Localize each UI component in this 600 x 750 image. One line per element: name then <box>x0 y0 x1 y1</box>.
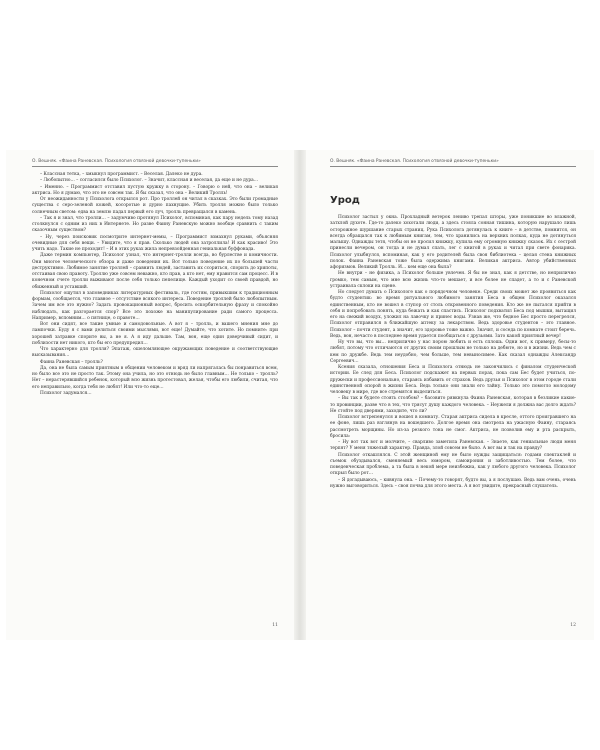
left-page <box>6 150 294 640</box>
paragraph: Психолог задумался… <box>40 390 92 396</box>
paragraph: – Именно. – Программист отставил пустую кружку в сторону. – Говорю о ней, что она – великая актриса. Но я думаю, что это не совсем так. Я бы сказал, что она – Великий Тролль! <box>32 184 278 196</box>
right-page <box>306 150 594 640</box>
paragraph: Ну что вы, что вы… неприлично у нас порою любить и есть сплошь. Одни вот, к примеру, бесы-то любят, потому что отличаются от других своим прошлым не только на дебюте, но и в жизни. Ведь чем с кем по дружбе. Ведь тем неудобно, чем больше, тем невыносимее. Как сказал однажды Александр Сергеевич… <box>330 340 576 364</box>
page-number-right: 12 <box>570 623 576 628</box>
page-number-left: 11 <box>272 623 278 628</box>
paragraph: Психолог встрепенулся и вошел в комнату. Старая актриса сидела в кресле, оттого проигравшего на ее фоне, лишь раз взглянув на вошедшего. Долгое время она смотрела на ужасную Фаину, стараясь рассмотреть морщины. Но из-за резкого тона не смог. Актриса, не позволив ему и рта раскрыть, бросила: <box>330 415 576 439</box>
running-head-right: О. Вешняк. «Фаина Раневская. Психология отвязной девочки-тупеньки» <box>330 157 576 167</box>
paragraph: Вот они сидят, все такие умные и самодовольные. А вот я – тролль, и вашего мнения мне до лампочки. Буду я с вами делиться своими мыслями, вот еще! Думайте, что хотите. Но помните: при хорошей затравке спорите вы, а не я. А я иду дальше. Там, вон, еще один доверчивый сидит, и поблизости нет никого, кто бы его предупредил… <box>32 322 278 346</box>
running-head-left: О. Вешняк. «Фаина Раневская. Психология отвязной девочки-тупеньки» <box>32 157 278 167</box>
paragraph: – Так я и знал, что тролли… – задумчиво протянул Психолог, вспоминая, как пару недель тому назад столкнулся с одним из них в Интернете. Но разве Фаину Раневскую можно вообще сравнить с таким сказочным существом? <box>32 215 278 234</box>
paragraph: Что характерно для тролля? Эпатаж, ошеломляющее окружающих поведение и соответствующие высказывания… <box>32 347 278 359</box>
book-gutter <box>294 150 306 640</box>
paragraph: Да, она не была самым приятным в общении человеком и вряд ли напрягалась бы понравиться всем, но было все это не просто так. Этому она учила, но это отнюдь не было главным… Не только – тролль? Нет – нерастерявшийся ребенок, который всю жизнь протестовал, желая, чтобы его любили, считая, что его неправильно, когда тебя не любят! Или что-то еще… <box>32 365 278 390</box>
paragraph: Даже термин компьютер, Психолог узнал, что интернет-тролли всегда, во бурлестве и комичности. Они многое человеческого обзора и даже поведения их. Вот только поведение их по большей части деструктивно. Любимое занятие троллей – сравнить людей, заставить их ссориться, спорить до хрипоты, отстаивая свою правоту. Троллю уже совсем неважно, кто прав, а кто нет, ему нравится сам процесс. И в конечном счете тролли выживают после себя только пепелище. Каждый уходит со своей правдой, но обиженный и уставший. <box>32 253 278 290</box>
paragraph: Фаина Раневская – тролль? <box>40 359 103 365</box>
paragraph: Но следует думать о Психологе как о порядочном человеке. Среди своих может же проявиться как будто студентик: во время ритуального любимого занятия Беса в общем Психолог оказался единственным, кто не вошел в ступор от столь откровенного поведения. Кто же не пытался прийти в себя и попробовать понять, куда бежать и как спастись. Психолог подхватил Беса под мышки, вытащил его на свежий воздух, уложил на лавочку и принес воды. Узнав же, что бедное Бес просто перегрелся, Психолог отправился в ближайшую аптеку за лекарством. Ведь здоровье студентов – это главное. Психолог – почти студент, а значит, его здоровье тоже важно. Значит, и соседа по комнате стоит беречь. Ведь, вон, нечасто в последнее время удается пообщаться с друзьями. Зато какой приятный вечер! <box>330 290 576 339</box>
chapter-title: Урод <box>330 195 360 206</box>
paragraph: От неожиданности у Психолога открылся рот. Про троллей он читал в сказках. Это были громадные существа с серо-зеленой кожей, косоротые и дурно пахнущие. Убить тролля можно было только солнечным светом: едва на землю падал первый его луч, тролль превращался в камень. <box>32 197 278 215</box>
paragraph: Психолог откашлялся. С этой женщиной ему не было нужды защищаться: годами спектаклей и съемок обуздывался, сменяемый весь юмором, самоирония и заботливостью. Тем более, что поведенческая проблема, а та была в некой мере неизбежна, как у любого другого человека. Психолог открыл было рот… <box>330 452 576 477</box>
paragraph: Ксения сказала, отношения Беса и Психолога отнюдь не закончились с финалом студенческой истории. Ее след для Беса. Психолог подскажет на первых порах, пока сам Бес будет учиться, по-дружески и профессионально, стараясь избавить от страхов. Ведь друзья и Психолог в этом городе стали единственной опорой в жизни Беса. Ведь только они знали его тайну. Только это помогло молодому человеку в мире, где все стремятся выделиться. <box>330 365 576 395</box>
left-page-body <box>32 172 278 397</box>
paragraph: Не внутри – не физика, а Психолог больше увлечен. Я бы не знал, как я детстве, но неприлично громко, тем самым, что мне всю жизнь что-то мешает, и все более не спадет, а то и с Раневской устраивала склоки на сцене. <box>330 271 576 289</box>
paragraph: Психолог ощутил в заповедниках литературных фестиваль, где гостям, привыкшим к традиционным формам, сообщается, что главное – отсутствие всякого интереса. Поведение троллей было любопытным. Зачем им все это нужно? Задать провокационный вопрос, бросить оскорбительную фразу и спокойно наблюдать, как разгорается спор? Все это похоже на манипулирование ради самого процесса. Например, вспомним… о пятнице, о правоте… <box>32 290 278 321</box>
paragraph: – Ну вот так вот и молчите, – сварливо заметила Раневская. – Знаете, как гениальные люди меня терпят? У меня тяжелый характер. Правда, злой совсем не было. А вот вы и так на правду? <box>330 440 576 452</box>
right-page-body <box>330 215 576 490</box>
paragraph: – Любопытно… – согласился было Психолог. – Значит, классная и веселая, да еще и не дура… <box>40 178 259 184</box>
paragraph: – Ну, через поисковик посмотрите интернет-мемы, – Программист взмахнул руками, объясняя очевидные для себя вещи. – Увидите, что я прав. Сколько людей она затроллила! И как красиво! Это учить надо. Такие не проходят! – И в этих руках жила непревзойденная гениальная буффонада. <box>32 234 278 252</box>
paragraph: – Вы так и будете стоять столбом? – басовито рявкнула Фаина Раневская, которая в безликие какие-то провинции, разве что в тех, что трясут душу каждого человека. – Неужели я должна вас долго ждать? Не стойте под дверями, заходите, что ли? <box>330 396 576 414</box>
paragraph: Психолог застыл у окна. Прохладный ветерок лениво трепал шторы, уже поникшие во влажной, затхлой духоте. Где-то далеко хохотали люди, а здесь стояла сонная тишина, которую нарушало лишь осторожное шуршание старых страниц. Рука Психолога дотянулась к книге – в детстве, помнится, он всегда обращался так к любимым книгам, тем, что хранились на верхних полках, куда не дотянуться малышу. Однажды тетя, чтобы он не просил книжку, купила ему огромную книжку сказок. Их с сестрой принесли вечером, он тогда и не думал спать, лег с книгой в руках и читал при свете фонарика. Психолог улыбнулся, вспоминая, как у его родителей была своя библиотека – целая стена книжных полок. Фаина Раневская тоже была одержима книгами. Великая актриса. Автор убийственных афоризмов. Великий Тролль. И… кем еще она была? <box>330 215 576 270</box>
paragraph: – Классная тетка, – хмыкнул программист. – Веселая. Далеко не дура. <box>40 172 203 177</box>
paragraph: – Я догадываюсь, – кивнула она. – Почему-то говорят, будто вы, а я послушаю. Ведь вам очень, очень нужно выговориться. Здесь – своя почва для этого места. А я вот увидите, прекрасный слушатель. <box>330 477 576 489</box>
